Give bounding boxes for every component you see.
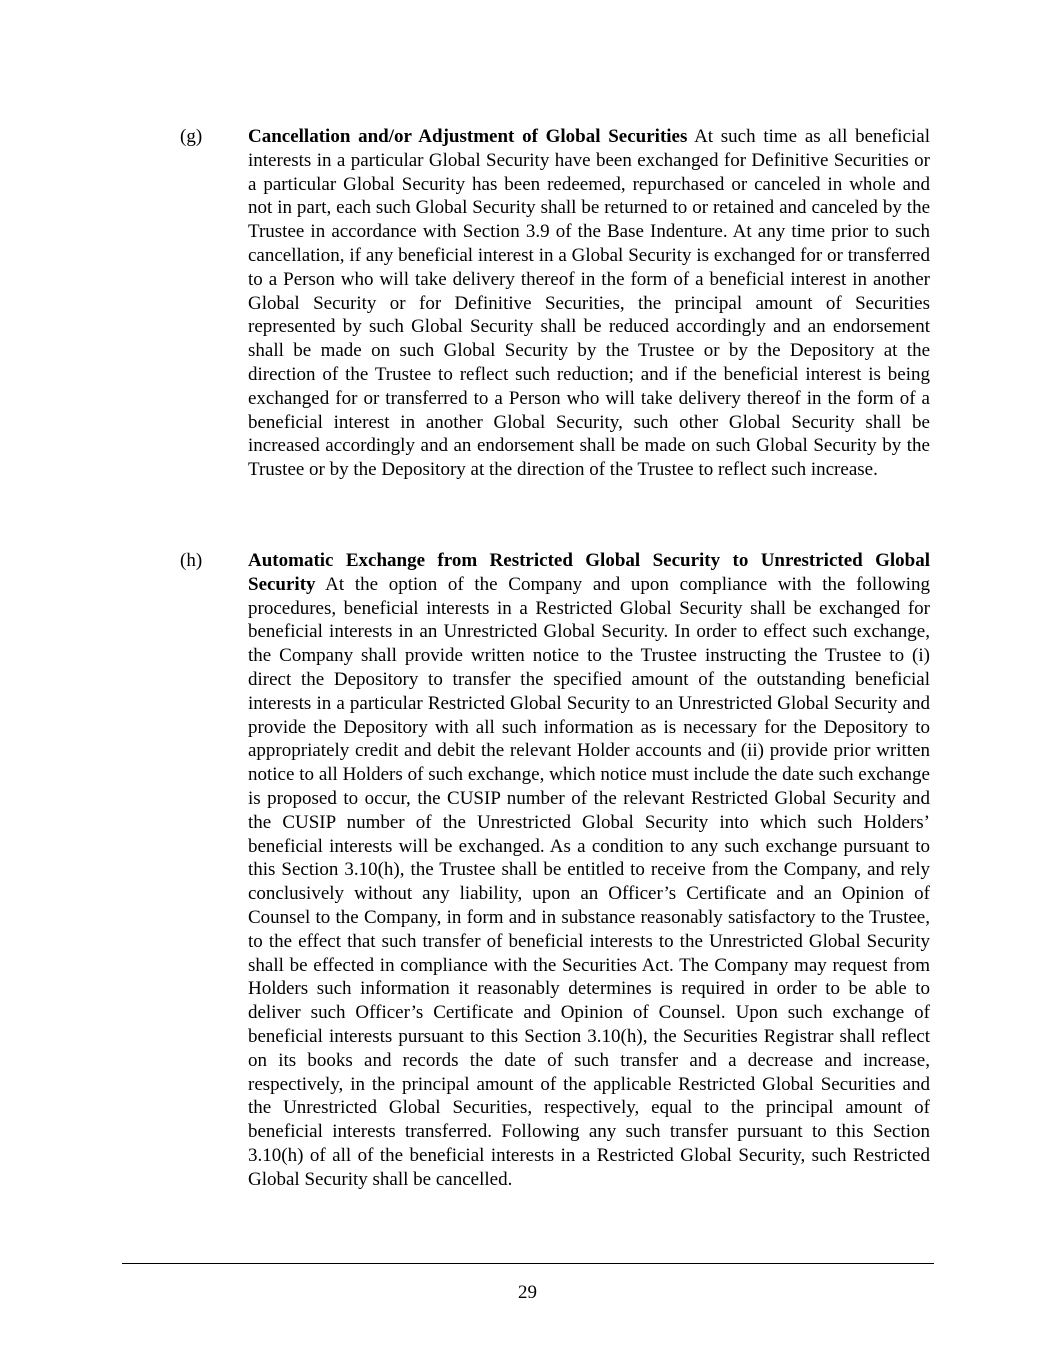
section-h xyxy=(180,549,930,1192)
section-heading: Cancellation and/or Adjustment of Global Securities xyxy=(248,126,688,147)
section-marker: (h) xyxy=(180,550,203,571)
section-body xyxy=(248,549,930,1192)
page-number: 29 xyxy=(518,1282,537,1303)
section-body xyxy=(248,125,930,482)
section-heading: Automatic Exchange from Restricted Global Security to Unrestricted Global Security xyxy=(248,550,930,595)
section-marker: (g) xyxy=(180,126,203,147)
section-text: At such time as all beneficial interests in a particular Global Security have been exchanged for Definitive Securities or a particular Global Security has been redeemed, repurchased or canceled in whole and not in part, each such Global Security shall be returned to or retained and canceled by the Trustee in accordance with Section 3.9 of the Base Indenture. At any time prior to such cancellation, if any beneficial interest in a Global Security is exchanged for or transferred to a Person who will take delivery thereof in the form of a beneficial interest in another Global Security or for Definitive Securities, the principal amount of Securities represented by such Global Security shall be reduced accordingly and an endorsement shall be made on such Global Security by the Trustee or by the Depository at the direction of the Trustee to reflect such reduction; and if the beneficial interest is being exchanged for or transferred to a Person who will take delivery thereof in the form of a beneficial interest in another Global Security, such other Global Security shall be increased accordingly and an endorsement shall be made on such Global Security by the Trustee or by the Depository at the direction of the Trustee to reflect such increase. xyxy=(248,126,930,481)
footer-divider xyxy=(122,1263,934,1264)
section-g xyxy=(180,125,930,482)
section-text: At the option of the Company and upon compliance with the following procedures, beneficial interests in a Restricted Global Security shall be exchanged for beneficial interests in an Unrestricted Global Security. In order to effect such exchange, the Company shall provide written notice to the Trustee instructing the Trustee to (i) direct the Depository to transfer the specified amount of the outstanding beneficial interests in a particular Restricted Global Security to an Unrestricted Global Security and provide the Depository with all such information as is necessary for the Depository to appropriately credit and debit the relevant Holder accounts and (ii) provide prior written notice to all Holders of such exchange, which notice must include the date such exchange is proposed to occur, the CUSIP number of the relevant Restricted Global Security and the CUSIP number of the Unrestricted Global Security into which such Holders’ beneficial interests will be exchanged. As a condition to any such exchange pursuant to this Section 3.10(h), the Trustee shall be entitled to receive from the Company, and rely conclusively without any liability, upon an Officer’s Certificate and an Opinion of Counsel to the Company, in form and in substance reasonably satisfactory to the Trustee, to the effect that such transfer of beneficial interests to the Unrestricted Global Security shall be effected in compliance with the Securities Act. The Company may request from Holders such information it reasonably determines is required in order to be able to deliver such Officer’s Certificate and Opinion of Counsel. Upon such exchange of beneficial interests pursuant to this Section 3.10(h), the Securities Registrar shall reflect on its books and records the date of such transfer and a decrease and increase, respectively, in the principal amount of the applicable Restricted Global Securities and the Unrestricted Global Securities, respectively, equal to the principal amount of beneficial interests transferred. Following any such transfer pursuant to this Section 3.10(h) of all of the beneficial interests in a Restricted Global Security, such Restricted Global Security shall be cancelled. xyxy=(248,573,930,1190)
